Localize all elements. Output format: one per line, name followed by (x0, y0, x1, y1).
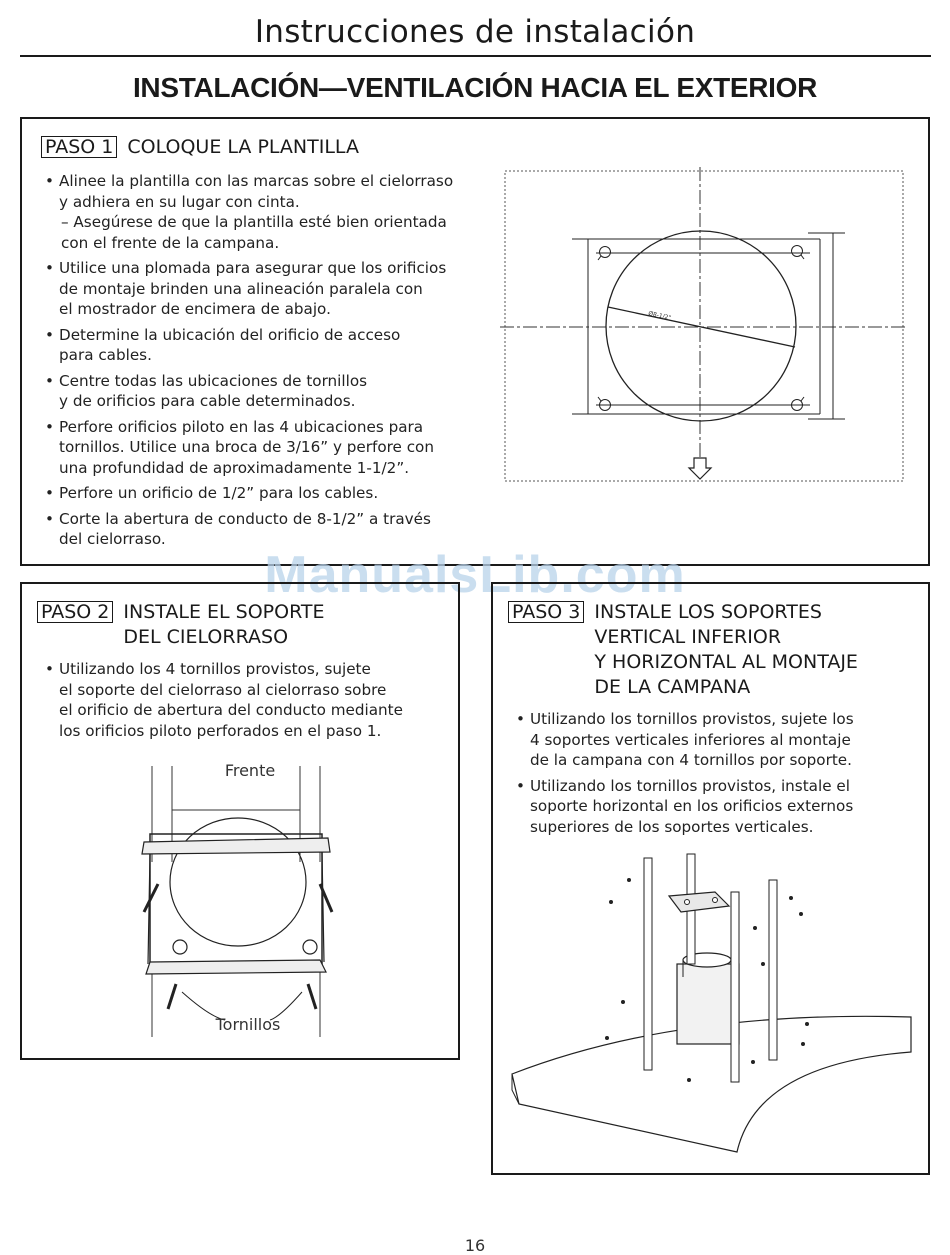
step1-bullet-5: • Perfore orificios piloto en las 4 ubicaciones para tornillos. Utilice una broca de 3/16” y perfore con una profundidad de aproximadamente 1-1/2”. (45, 417, 495, 479)
watermark: ManualsLib.com (264, 546, 686, 604)
step1-bullet-4: • Centre todas las ubicaciones de tornillos y de orificios para cable determinados. (45, 371, 495, 412)
step1-bullet-list (45, 171, 495, 555)
template-diagram (500, 167, 910, 487)
step1-sub-bullet: – Asegúrese de que la plantilla esté bien orientada con el frente de la campana. (61, 213, 447, 252)
step3-bullet-list (516, 709, 916, 842)
step1-heading (41, 135, 359, 160)
svg-text:Ø8-1/2": Ø8-1/2" (647, 310, 672, 322)
step1-bullet-6: • Perfore un orificio de 1/2” para los cables. (45, 483, 495, 504)
section-title: INSTALACIÓN—VENTILACIÓN HACIA EL EXTERIOR (132, 72, 818, 103)
label-front: Frente (224, 762, 276, 780)
step2-heading (37, 600, 325, 650)
step3-title: INSTALE LOS SOPORTES VERTICAL INFERIOR Y HORIZONTAL AL MONTAJE DE LA CAMPANA (594, 601, 858, 698)
step3-bullet-2: • Utilizando los tornillos provistos, instale el soporte horizontal en los orificios externos superiores de los soportes verticales. (516, 776, 916, 838)
step3-label: PASO 3 (508, 601, 584, 623)
step3-heading (508, 600, 858, 700)
step1-bullet-1: • Alinee la plantilla con las marcas sobre el cielorraso y adhiera en su lugar con cinta. – Asegúrese de que la plantilla esté bien orientada con el frente de la campana. (45, 171, 495, 253)
step1-bullet-3: • Determine la ubicación del orificio de acceso para cables. (45, 325, 495, 366)
ceiling-bracket-diagram (130, 762, 370, 1042)
step1-box (20, 117, 930, 566)
step1-title: COLOQUE LA PLANTILLA (127, 136, 359, 158)
page-title: Instrucciones de instalación (254, 14, 696, 50)
step2-title: INSTALE EL SOPORTE DEL CIELORRASO (123, 601, 325, 648)
step1-bullet-7: • Corte la abertura de conducto de 8-1/2” a través del cielorraso. (45, 509, 495, 550)
step1-bullet-2: • Utilice una plomada para asegurar que los orificios de montaje brinden una alineación paralela con el mostrador de encimera de abajo. (45, 258, 495, 320)
hood-supports-diagram (507, 852, 917, 1170)
step2-bullet-list (45, 659, 445, 746)
step3-box (491, 582, 930, 1175)
step2-bullet-1: • Utilizando los 4 tornillos provistos, sujete el soporte del cielorraso al cielorraso sobre el orificio de abertura del conducto mediante los orificios piloto perforados en el paso 1. (45, 659, 445, 741)
title-rule (20, 55, 931, 57)
step1-label: PASO 1 (41, 136, 117, 158)
step2-label: PASO 2 (37, 601, 113, 623)
page-number: 16 (464, 1236, 486, 1255)
step3-bullet-1: • Utilizando los tornillos provistos, sujete los 4 soportes verticales inferiores al montaje de la campana con 4 tornillos por soporte. (516, 709, 916, 771)
label-screws: Tornillos (215, 1015, 281, 1034)
step2-box (20, 582, 460, 1060)
